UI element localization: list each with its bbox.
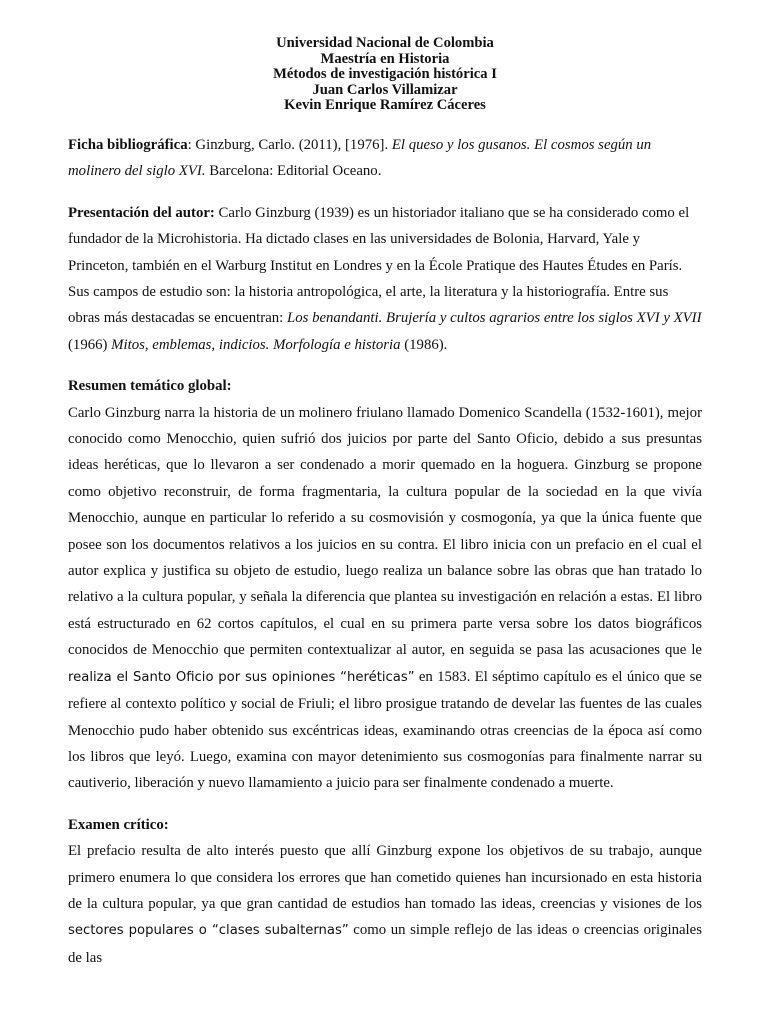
ficha-publisher: Barcelona: Editorial Oceano. xyxy=(205,163,382,180)
ficha-bibliografica xyxy=(68,132,702,185)
presentacion-label: Presentación del autor: xyxy=(68,204,215,221)
examen-sans-text: sectores populares o “clases subalternas” xyxy=(68,923,349,939)
professor-name: Juan Carlos Villamizar xyxy=(312,81,458,98)
resumen-text-2: en 1583. El séptimo capítulo es el único que se refiere al contexto político y social de Friuli; el libro prosigue tratando de develar las fuentes de las cuales Menocchio pudo haber obtenido sus excéntricas ideas, examinando otras creencias de la época así como los libros que leyó. Luego, examina con mayor detenimiento sus cosmogonías para finalmente narrar su cautiverio, liberación y nuevo llamamiento a juicio para ser finalmente condenado a muerte. xyxy=(68,668,702,792)
presentacion-text-2: (1966) xyxy=(68,336,112,353)
resumen-paragraph xyxy=(68,400,702,797)
examen-text-2: como un simple reflejo de las ideas o creencias originales de las xyxy=(68,922,702,966)
resumen-text-1: Carlo Ginzburg narra la historia de un molinero friulano llamado Domenico Scandella (1532-1601), mejor conocido como Menocchio, quien sufrió dos juicios por parte del Santo Oficio, debido a sus presuntas ideas heréticas, que lo llevaron a ser condenado a morir quemado en la hoguera. Ginzburg se propone como objetivo reconstruir, de forma fragmentaria, la cultura popular de la sociedad en la que vivía Menocchio, aunque en particular lo referido a su cosmovisión y cosmogonía, ya que la única fuente que posee son los documentos relativos a los juicios en su contra. El libro inicia con un prefacio en el cual el autor explica y justifica su objeto de estudio, luego realiza un balance sobre las obras que han tratado lo relativo a la cultura popular, y señala la diferencia que plantea su investigación en relación a estas. El libro está estructurado en 62 cortos capítulos, el cual en su primera parte versa sobre los datos biográficos conocidos de Menocchio que permiten contextualizar al autor, en seguida se pasa las acusaciones que le xyxy=(68,404,702,659)
document-header xyxy=(68,36,702,114)
examen-paragraph xyxy=(68,838,702,971)
ficha-label: Ficha bibliográfica xyxy=(68,136,188,153)
presentacion-work-1: Los benandanti. Brujería y cultos agrarios entre los siglos XVI y XVII xyxy=(286,310,702,327)
resumen-sans-text: realiza el Santo Oficio por sus opiniones “heréticas” xyxy=(68,669,415,685)
presentacion-text-3: (1986). xyxy=(400,336,448,353)
ficha-author: : Ginzburg, Carlo. (2011), [1976]. xyxy=(187,136,392,153)
presentacion-autor xyxy=(68,200,702,358)
university-name: Universidad Nacional de Colombia xyxy=(276,35,494,51)
resumen-heading: Resumen temático global: xyxy=(68,378,232,395)
examen-text-1: El prefacio resulta de alto interés puesto que allí Ginzburg expone los objetivos de su trabajo, aunque primero enumera lo que considera los errores que han cometido quienes han incursionado en esta historia de la cultura popular, ya que gran cantidad de estudios han tomado las ideas, creencias y visiones de los xyxy=(68,843,702,912)
course-name: Métodos de investigación histórica I xyxy=(273,66,497,83)
ficha-book-title: El queso y los gusanos. El cosmos según un molinero del siglo XVI. xyxy=(68,136,652,180)
program-name: Maestría en Historia xyxy=(320,50,450,67)
presentacion-text-1: Carlo Ginzburg (1939) es un historiador italiano que se ha considerado como el fundador de la Microhistoria. Ha dictado clases en las universidades de Bolonia, Harvard, Yale y Princeton, también en el Warburg Institut en Londres y en la École Pratique des Hautes Études en París. Sus campos de estudio son: la historia antropológica, el arte, la literatura y la historiografía. Entre sus obras más destacadas se encuentran: xyxy=(68,204,690,327)
student-name: Kevin Enrique Ramírez Cáceres xyxy=(284,97,486,114)
presentacion-work-2: Mitos, emblemas, indicios. Morfología e historia xyxy=(111,336,401,353)
examen-heading: Examen crítico: xyxy=(68,816,169,833)
